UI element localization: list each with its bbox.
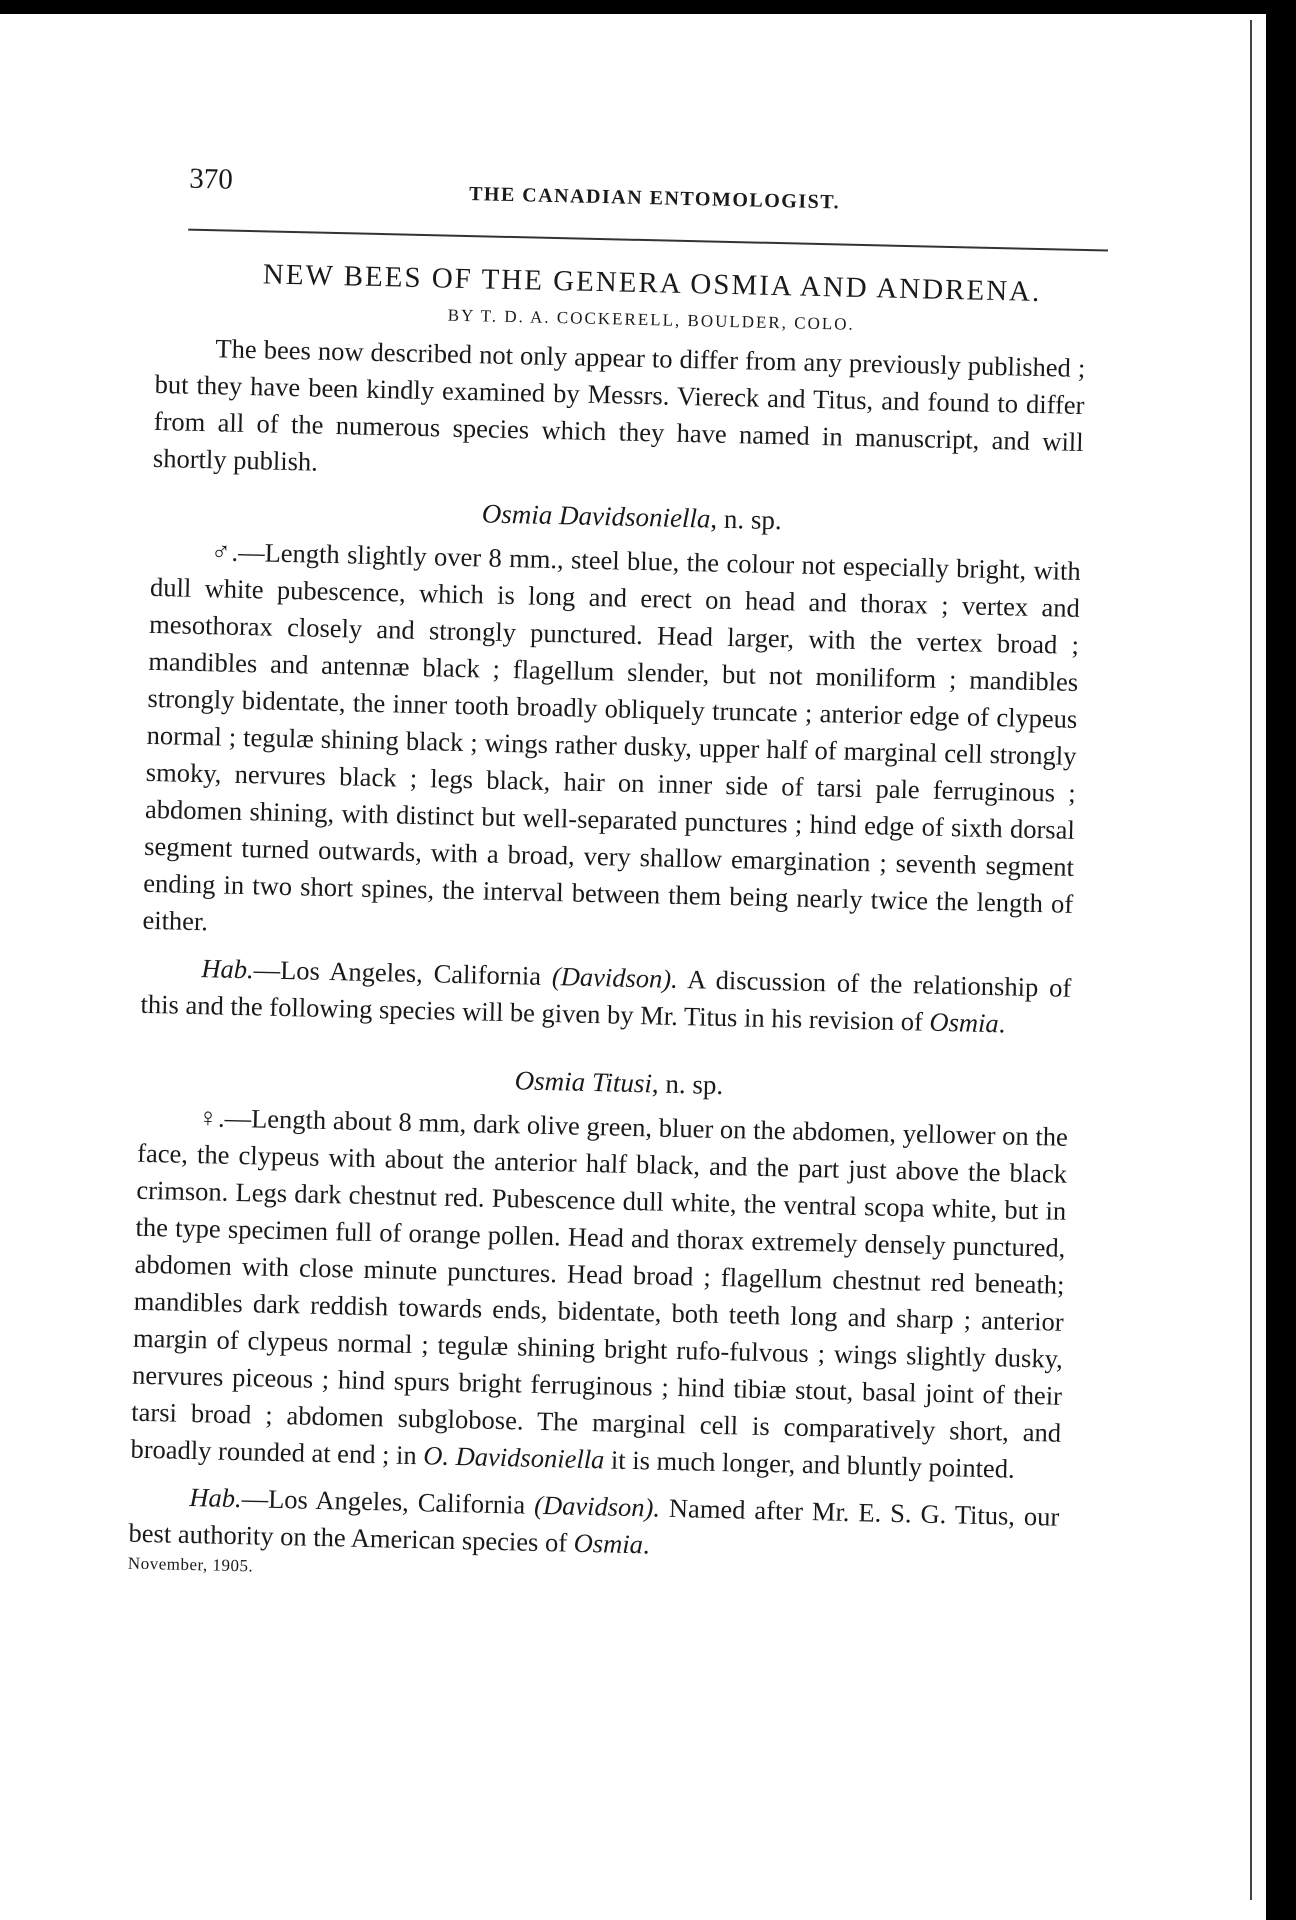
page-number: 370 bbox=[188, 162, 234, 196]
hab-end: . bbox=[998, 1008, 1006, 1039]
header-rule bbox=[188, 229, 1108, 252]
hab-label: Hab. bbox=[189, 1482, 243, 1514]
genus-ref: Osmia bbox=[929, 1006, 1000, 1039]
genus-ref: Osmia bbox=[573, 1527, 644, 1560]
publication-date: November, 1905. bbox=[127, 1553, 254, 1576]
scan-right-border bbox=[1266, 0, 1296, 1920]
hab-label: Hab. bbox=[201, 953, 255, 985]
intro-paragraph: The bees now described not only appear to differ from any previously published ; but they have been kindly examined by Messrs. Viereck and Titus, and found to differ from all of the numerous species which they have named in manuscript, and will shortly publish. bbox=[152, 333, 1086, 477]
scan-top-border bbox=[0, 0, 1296, 14]
species-description-titusi bbox=[130, 1098, 1068, 1489]
hab-text-continued: A discussion of the relationship of this and the following species will be given by Mr. Titus in his revision of bbox=[140, 963, 1072, 1037]
page-edge-line bbox=[1250, 20, 1252, 1900]
description-text-continued: it is much longer, and bluntly pointed. bbox=[604, 1444, 1015, 1484]
hab-end: . bbox=[642, 1529, 650, 1560]
species-rank: , n. sp. bbox=[710, 503, 783, 536]
article-byline: BY T. D. A. COCKERELL, BOULDER, COLO. bbox=[447, 305, 855, 334]
hab-collector: (Davidson). bbox=[551, 961, 679, 994]
article-title: NEW BEES OF THE GENERA OSMIA AND ANDRENA. bbox=[262, 258, 1042, 309]
hab-collector: (Davidson). bbox=[533, 1489, 661, 1523]
journal-page bbox=[128, 150, 1120, 1595]
species-rank: , n. sp. bbox=[651, 1068, 724, 1101]
running-head bbox=[159, 150, 1120, 232]
hab-text-continued: Named after Mr. E. S. G. Titus, our best authority on the American species of bbox=[128, 1492, 1060, 1558]
journal-title: THE CANADIAN ENTOMOLOGIST. bbox=[468, 183, 841, 214]
species-name: Osmia Titusi bbox=[514, 1065, 653, 1099]
species-description-davidsoniella: ♂.—Length slightly over 8 mm., steel blue, the colour not especially bright, with dull white pubescence, which is long and erect on head and thorax ; vertex and mesothorax closely and strongly punctured. Head larger, with the vertex broad ; mandibles and antennæ black ; flagellum slender, but not moniliform ; mandibles strongly bidentate, the inner tooth broadly obliquely truncate ; anterior edge of clypeus normal ; tegulæ shining black ; wings rather dusky, upper half of marginal cell strongly smoky, nervures black ; legs black, hair on inner side of tarsi pale ferruginous ; abdomen shining, with distinct but well-separated punctures ; hind edge of sixth dorsal segment turned outwards, with a broad, very shallow emargination ; seventh segment ending in two short spines, the interval between them being nearly twice the length of either. bbox=[142, 536, 1082, 937]
description-text: ♀.—Length about 8 mm, dark olive green, bluer on the abdomen, yellower on the face, the clypeus with about the anterior half black, and the part just above the black crimson. Legs dark chestnut red. Pubescence dull white, the ventral scopa white, but in the type specimen full of orange pollen. Head and thorax extremely densely punctured, abdomen with close minute punctures. Head broad ; flagellum chestnut red beneath; mandibles dark reddish towards ends, bidentate, both teeth long and sharp ; anterior margin of clypeus normal ; tegulæ shining bright rufo-fulvous ; wings slightly dusky, nervures piceous ; hind spurs bright ferruginous ; hind tibiæ stout, basal joint of their tarsi broad ; abdomen subglobose. The marginal cell is comparatively short, and broadly rounded at end ; in bbox=[130, 1102, 1069, 1471]
hab-text: —Los Angeles, California bbox=[253, 954, 553, 992]
species-ref: O. Davidsoniella bbox=[423, 1440, 605, 1475]
species-name: Osmia Davidsoniella bbox=[481, 498, 711, 534]
hab-text: —Los Angeles, California bbox=[241, 1483, 535, 1520]
